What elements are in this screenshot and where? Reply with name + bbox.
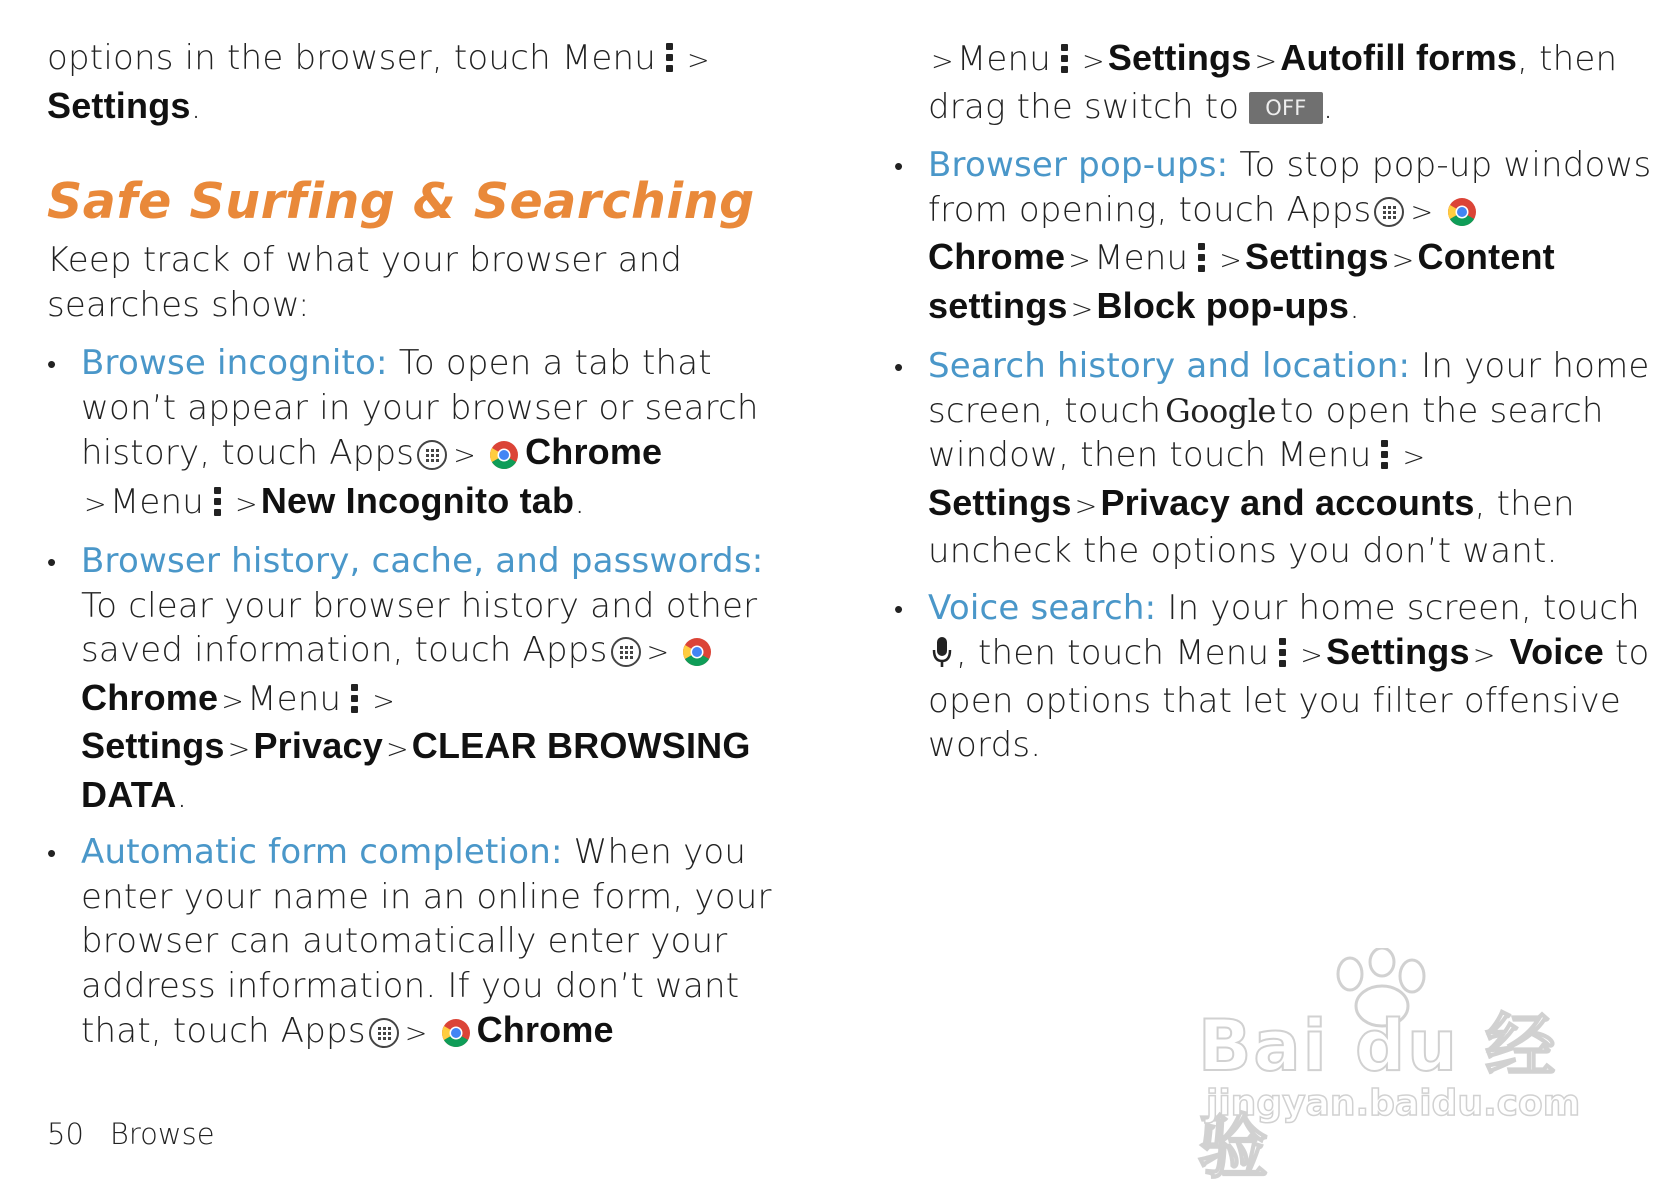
watermark-url: jingyan.baidu.com <box>1206 1083 1581 1124</box>
continuation-text: then drag the switch to <box>928 39 1618 127</box>
footer-section: Browse <box>109 1117 215 1151</box>
settings-term: Settings <box>928 481 1072 523</box>
item-lead: Voice search: <box>928 587 1157 628</box>
left-column <box>47 36 807 1069</box>
apps-icon <box>417 440 447 470</box>
settings-term: Settings <box>47 84 191 126</box>
off-switch: OFF <box>1249 92 1322 124</box>
target-term: Privacy and accounts <box>1100 481 1475 523</box>
item-text: In your home screen, touch <box>1167 587 1640 628</box>
target-term: Voice <box>1509 631 1604 672</box>
section-intro: Keep track of what your browser and searches show: <box>47 240 683 325</box>
chrome-icon <box>489 440 519 470</box>
item-lead: Automatic form completion: <box>81 832 563 872</box>
page-number: 50 <box>47 1117 84 1151</box>
tips-list-right <box>894 143 1654 768</box>
baidu-watermark <box>1198 948 1608 1188</box>
item-text: to open options that let you filter offensive words. <box>928 633 1650 765</box>
item-text: then uncheck the options you don’t want. <box>928 483 1575 571</box>
content-settings-term: Content settings <box>928 236 1555 326</box>
list-item: • Automatic form completion: When you enter your name in an online form, your browser can automatically enter your address information. If you don’t want that, touch Apps > Chrome <box>47 830 807 1057</box>
settings-term: Settings <box>1107 37 1252 78</box>
target-term: New Incognito tab <box>260 479 575 521</box>
item-lead: Browse incognito: <box>81 343 388 383</box>
apps-icon <box>369 1018 399 1048</box>
list-item: • Voice search: In your home screen, touch, then touch Menu >Settings > Voice to open options that let you filter offensive words. <box>894 586 1654 768</box>
continuation-paragraph: >Menu >Settings >Autofill forms, then drag the switch to OFF . <box>928 37 1618 127</box>
google-logo: Google <box>1165 391 1276 430</box>
item-text: To open a tab that won’t appear in your browser or search history, touch Apps <box>81 343 759 473</box>
settings-term: Settings <box>81 725 225 766</box>
menu-icon <box>666 43 674 73</box>
tips-list-left <box>47 341 807 1057</box>
menu-icon <box>1279 638 1287 668</box>
menu-term: Menu <box>247 678 342 719</box>
chrome-icon <box>1447 197 1477 227</box>
target-term: Autofill forms <box>1280 37 1518 78</box>
settings-term: Settings <box>1245 236 1389 277</box>
list-item: • Browser history, cache, and passwords: To clear your browser history and other saved information, touch Apps >Chrome >Menu > Settings >Privacy >CLEAR BROWSING DATA. <box>47 539 807 818</box>
intro-paragraph: options in the browser, touch Menu > Settings. <box>47 38 710 127</box>
list-item: • Browse incognito: To open a tab that won’t appear in your browser or search history, touch Apps > Chrome >Menu >New Incognito tab. <box>47 341 807 527</box>
mic-icon <box>932 636 952 670</box>
settings-term: Settings <box>1326 631 1470 672</box>
item-text: to open the search window, then touch Menu <box>928 390 1604 475</box>
target-term: CLEAR BROWSING DATA <box>81 725 751 815</box>
page-footer <box>47 1117 215 1151</box>
menu-icon <box>1061 44 1069 74</box>
watermark-brand: Bai du 经验 <box>1198 1005 1558 1188</box>
chrome-term: Chrome <box>81 676 219 718</box>
chrome-icon <box>441 1018 471 1048</box>
apps-icon <box>611 637 641 667</box>
item-text: When you enter your name in an online form, your browser can automatically enter your address information. If you don’t want that, touch Apps <box>81 832 772 1051</box>
item-lead: Browser pop-ups: <box>928 145 1229 185</box>
chrome-term: Chrome <box>928 236 1066 277</box>
list-item: • Search history and location: In your home screen, touch Google to open the search window, then touch Menu > Settings >Privacy and accounts, then uncheck the options you don’t want. <box>894 344 1654 574</box>
target-term: Block pop-ups <box>1096 284 1350 326</box>
chrome-term: Chrome <box>476 1009 614 1050</box>
item-lead: Search history and location: <box>928 346 1411 386</box>
menu-icon <box>1198 243 1206 273</box>
item-text: To clear your browser history and other saved information, touch Apps <box>81 585 758 670</box>
item-text: In your home screen, touch <box>928 346 1650 431</box>
intro-text: options in the browser, touch Menu <box>47 38 656 78</box>
menu-icon <box>1381 440 1389 470</box>
menu-icon <box>214 487 222 517</box>
menu-term: Menu <box>956 39 1051 79</box>
item-lead: Browser history, cache, and passwords: <box>81 541 764 581</box>
section-title: Safe Surfing & Searching <box>47 173 755 230</box>
item-text: , then touch Menu <box>956 633 1270 673</box>
item-text: To stop pop-up windows from opening, touch Apps <box>928 145 1652 230</box>
menu-term: Menu <box>1094 238 1189 278</box>
apps-icon <box>1374 197 1404 227</box>
chrome-term: Chrome <box>525 431 663 472</box>
chrome-icon <box>682 637 712 667</box>
menu-icon <box>351 684 359 714</box>
menu-term: Menu <box>109 481 204 522</box>
privacy-term: Privacy <box>253 725 383 766</box>
right-column <box>894 36 1654 780</box>
list-item: • Browser pop-ups: To stop pop-up windows from opening, touch Apps > Chrome >Menu >Settings >Content settings >Block pop-ups. <box>894 143 1654 332</box>
